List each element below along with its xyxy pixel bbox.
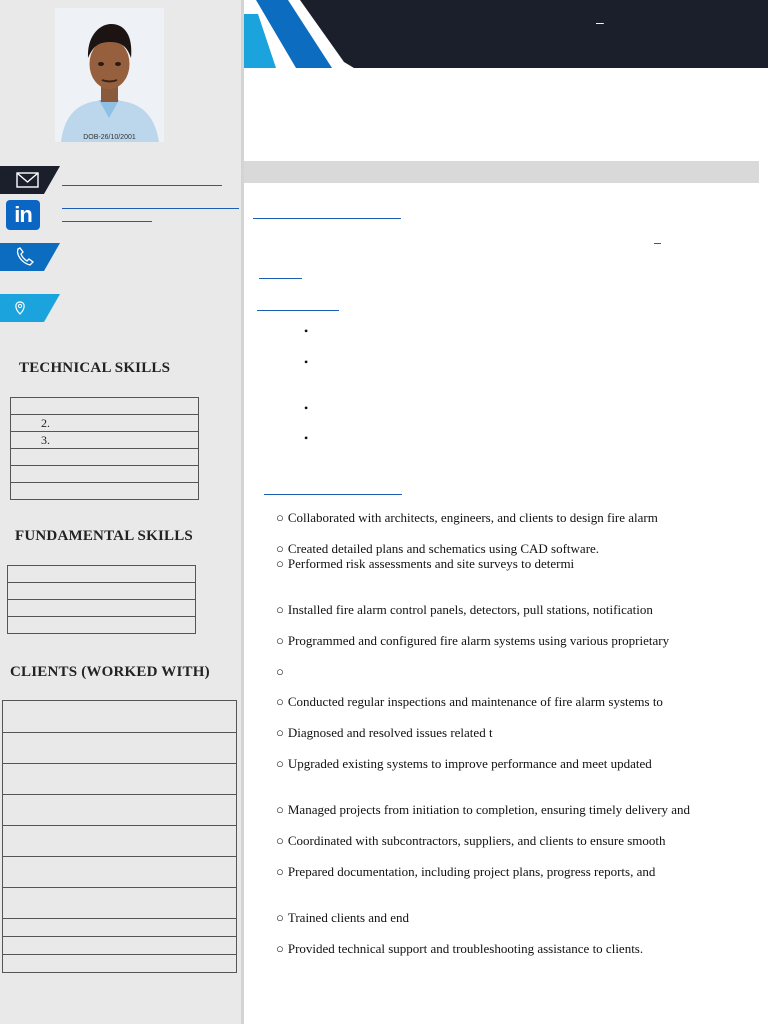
fundamental-skill-row	[8, 617, 196, 634]
linkedin-link-continued[interactable]	[62, 221, 152, 222]
profile-link-underline[interactable]	[253, 218, 401, 219]
banner-dash: –	[596, 14, 604, 30]
circle-bullet-icon: ○	[276, 633, 284, 648]
responsibility-text: Collaborated with architects, engineers, and clients to design fire alarm	[287, 510, 658, 525]
technical-skill-row: 3.	[11, 432, 199, 449]
circle-bullet-icon: ○	[276, 556, 284, 571]
responsibility-text: Programmed and configured fire alarm systems using various proprietary	[287, 633, 670, 648]
profile-photo	[55, 8, 164, 142]
fundamental-skills-heading: FUNDAMENTAL SKILLS	[15, 528, 193, 544]
responsibility-item	[276, 633, 669, 649]
responsibility-text: Trained clients and end	[287, 910, 410, 925]
client-row	[3, 826, 237, 857]
location-tab[interactable]	[0, 294, 60, 322]
client-row	[3, 888, 237, 919]
circle-bullet-icon: ○	[276, 694, 284, 709]
responsibility-text: Conducted regular inspections and maintenance of fire alarm systems to	[287, 694, 663, 709]
circle-bullet-icon: ○	[276, 510, 284, 525]
email-link[interactable]	[62, 185, 222, 186]
responsibility-text: Installed fire alarm control panels, detectors, pull stations, notification	[287, 602, 653, 617]
responsibility-item	[276, 910, 409, 926]
responsibility-item	[276, 833, 666, 849]
client-row	[3, 937, 237, 955]
circle-bullet-icon: ○	[276, 756, 284, 771]
circle-bullet-icon: ○	[276, 941, 284, 956]
bullet-point: •	[304, 431, 309, 445]
circle-bullet-icon: ○	[276, 910, 284, 925]
fundamental-skill-row	[8, 566, 196, 583]
client-row	[3, 764, 237, 795]
responsibility-text: Upgraded existing systems to improve performance and meet updated	[287, 756, 652, 771]
responsibility-text: Managed projects from initiation to completion, ensuring timely delivery and	[287, 802, 691, 817]
circle-bullet-icon: ○	[276, 664, 284, 679]
technical-skill-row	[11, 449, 199, 466]
responsibility-item	[276, 756, 652, 772]
responsibility-item	[276, 694, 663, 710]
responsibility-item	[276, 541, 599, 557]
responsibility-text: Coordinated with subcontractors, suppliers, and clients to ensure smooth	[287, 833, 666, 848]
responsibility-text: Diagnosed and resolved issues related t	[287, 725, 493, 740]
technical-skill-row	[11, 483, 199, 500]
clients-heading: CLIENTS (WORKED WITH)	[10, 664, 210, 680]
circle-bullet-icon: ○	[276, 541, 284, 556]
responsibility-item	[276, 941, 643, 957]
responsibility-text: Performed risk assessments and site surveys to determi	[287, 556, 575, 571]
sidebar-divider	[241, 0, 244, 1024]
responsibility-item	[276, 664, 288, 680]
client-row	[3, 857, 237, 888]
circle-bullet-icon: ○	[276, 864, 284, 879]
bullet-point: •	[304, 324, 309, 338]
responsibility-item	[276, 556, 574, 572]
technical-skill-row	[11, 466, 199, 483]
dob-label: DOB-26/10/2001	[83, 134, 136, 141]
responsibility-item	[276, 510, 658, 526]
header-banner	[244, 0, 768, 70]
phone-tab[interactable]	[0, 243, 60, 271]
section-heading-underline	[257, 310, 339, 311]
section-heading-underline	[259, 278, 302, 279]
bullet-point: •	[304, 355, 309, 369]
client-row	[3, 919, 237, 937]
fundamental-skill-row	[8, 583, 196, 600]
responsibility-item	[276, 802, 690, 818]
technical-skill-row	[11, 398, 199, 415]
section-heading-underline	[264, 494, 402, 495]
fundamental-skills-table	[7, 565, 196, 634]
client-row	[3, 733, 237, 764]
section-header-bar	[244, 161, 759, 183]
circle-bullet-icon: ○	[276, 833, 284, 848]
responsibility-item	[276, 864, 655, 880]
client-row	[3, 955, 237, 973]
responsibility-text: Provided technical support and troubleshooting assistance to clients.	[287, 941, 644, 956]
bullet-point: •	[304, 401, 309, 415]
client-row	[3, 795, 237, 826]
client-row	[3, 701, 237, 733]
circle-bullet-icon: ○	[276, 725, 284, 740]
circle-bullet-icon: ○	[276, 802, 284, 817]
clients-table	[2, 700, 237, 973]
technical-skill-row: 2.	[11, 415, 199, 432]
technical-skills-table	[10, 397, 199, 500]
technical-skills-heading: TECHNICAL SKILLS	[19, 360, 171, 376]
responsibility-item	[276, 602, 653, 618]
fundamental-skill-row	[8, 600, 196, 617]
circle-bullet-icon: ○	[276, 602, 284, 617]
email-tab[interactable]	[0, 166, 60, 194]
responsibility-item	[276, 725, 493, 741]
linkedin-icon[interactable]: in	[6, 200, 40, 230]
responsibility-text: Prepared documentation, including project plans, progress reports, and	[287, 864, 656, 879]
linkedin-link[interactable]	[62, 208, 239, 209]
inline-link-underline[interactable]	[654, 243, 661, 244]
responsibility-text: Created detailed plans and schematics using CAD software.	[287, 541, 600, 556]
